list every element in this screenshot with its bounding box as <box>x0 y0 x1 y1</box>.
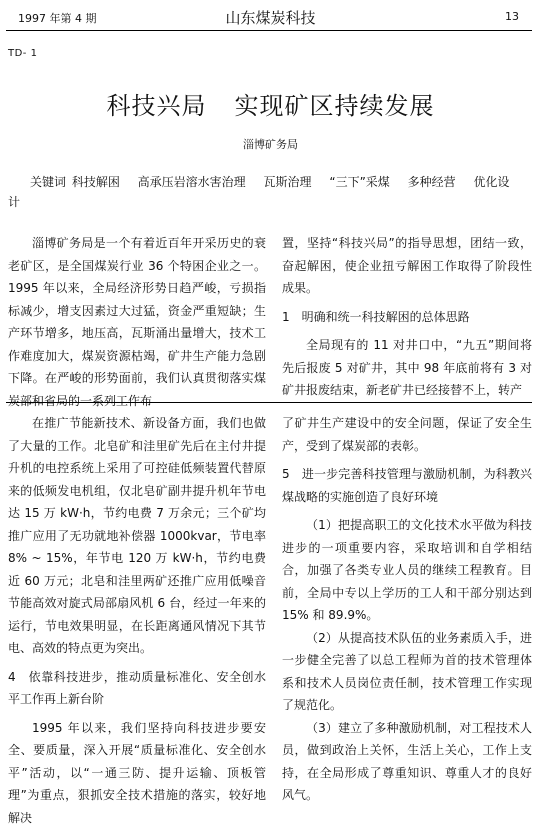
keyword: “三下”采煤 <box>329 175 389 189</box>
column-bottom-left <box>8 412 266 800</box>
keywords-label: 关键词 <box>8 172 68 192</box>
page-number: 13 <box>505 10 519 23</box>
keyword: 多种经营 <box>408 175 456 189</box>
title-part-1: 科技兴局 <box>107 92 207 120</box>
running-header <box>0 6 541 28</box>
classification-code: TD- 1 <box>8 48 37 59</box>
issue-label: 1997 年第 4 期 <box>18 10 96 26</box>
list-item: （2）从提高技术队伍的业务素质入手，进一步健全完善了以总工程师为首的技术管理体系和技术人员岗位责任制，技术管理工作实现了规范化。 <box>282 627 532 717</box>
column-top-left <box>8 232 266 394</box>
list-item: （1）把提高职工的文化技术水平做为科技进步的一项重要内容，采取培训和自学相结合，加强了各类专业人员的继续工程教育。目前，全局中专以上学历的工人和干部分别达到 15% 和 89.9%。 <box>282 514 532 627</box>
title-part-2: 实现矿区持续发展 <box>235 92 435 120</box>
paragraph: 1995 年以来，我们坚持向科技进步要安全、要质量，深入开展“质量标准化、安全创水平”活动，以“一通三防、提升运输、顶板管理”为重点，狠抓安全技术措施的落实，较好地解决 <box>8 717 266 829</box>
article-title <box>0 86 541 121</box>
section-heading: 1 明确和统一科技解困的总体思路 <box>282 306 532 329</box>
section-divider <box>6 402 532 403</box>
keyword: 瓦斯治理 <box>264 175 312 189</box>
keyword: 科技解困 <box>72 175 120 189</box>
paragraph: 置，坚持“科技兴局”的指导思想，团结一致，奋起解困，使企业扭亏解困工作取得了阶段性成果。 <box>282 232 532 300</box>
column-bottom-right <box>282 412 532 800</box>
author: 淄博矿务局 <box>0 136 541 152</box>
keyword: 高承压岩溶水害治理 <box>138 175 246 189</box>
journal-name: 山东煤炭科技 <box>0 7 541 28</box>
header-rule <box>6 30 532 31</box>
keyword: 优化设计 <box>8 175 509 209</box>
paragraph: 在推广节能新技术、新设备方面，我们也做了大量的工作。北皂矿和洼里矿先后在主付井提升机的电控系统上采用了可控硅低频装置代替原来的低频发电机组，仅北皂矿副井提升机年节电达 15 万 kW·h，节约电费 7 万余元；三个矿均推广应用了无功就地补偿器 1000kvar，节电率 8% ~ 15%，年节电 120 万 kW·h，节约电费近 60 万元；北皂和洼里两矿还推广应用低噪音节能高效对旋式局部扇风机 6 台，经过一年来的运行，节电效果明显，在长距离通风情况下其节电、高效的特点更为突出。 <box>8 412 266 660</box>
section-heading: 4 依靠科技进步，推动质量标准化、安全创水平工作再上新台阶 <box>8 666 266 711</box>
list-item: （3）建立了多种激励机制，对工程技术人员，做到政治上关怀，生活上关心，工作上支持，在全局形成了尊重知识、尊重人才的良好风气。 <box>282 717 532 807</box>
section-heading: 5 进一步完善科技管理与激励机制，为科教兴煤战略的实施创造了良好环境 <box>282 463 532 508</box>
column-top-right <box>282 232 532 394</box>
paragraph: 全局现有的 11 对井口中，“九五”期间将先后报废 5 对矿井，其中 98 年底前将有 3 对矿井报废结束，新老矿井已经接替不上，转产 <box>282 334 532 402</box>
keywords <box>8 172 532 212</box>
paragraph: 了矿井生产建设中的安全问题，保证了安全生产，受到了煤炭部的表彰。 <box>282 412 532 457</box>
paragraph: 淄博矿务局是一个有着近百年开采历史的衰老矿区，是全国煤炭行业 36 个特困企业之一。1995 年以来，全局经济形势日趋严峻，亏损指标减少，增支因素过大过猛，资金严重短缺；生产环节增多，地压高，瓦斯涌出量增大，技术工作难度加大，煤炭资源枯竭，矿井生产能力急剧下降。在严峻的形势面前，我们认真贯彻落实煤炭部和省局的一系列工作布 <box>8 232 266 412</box>
